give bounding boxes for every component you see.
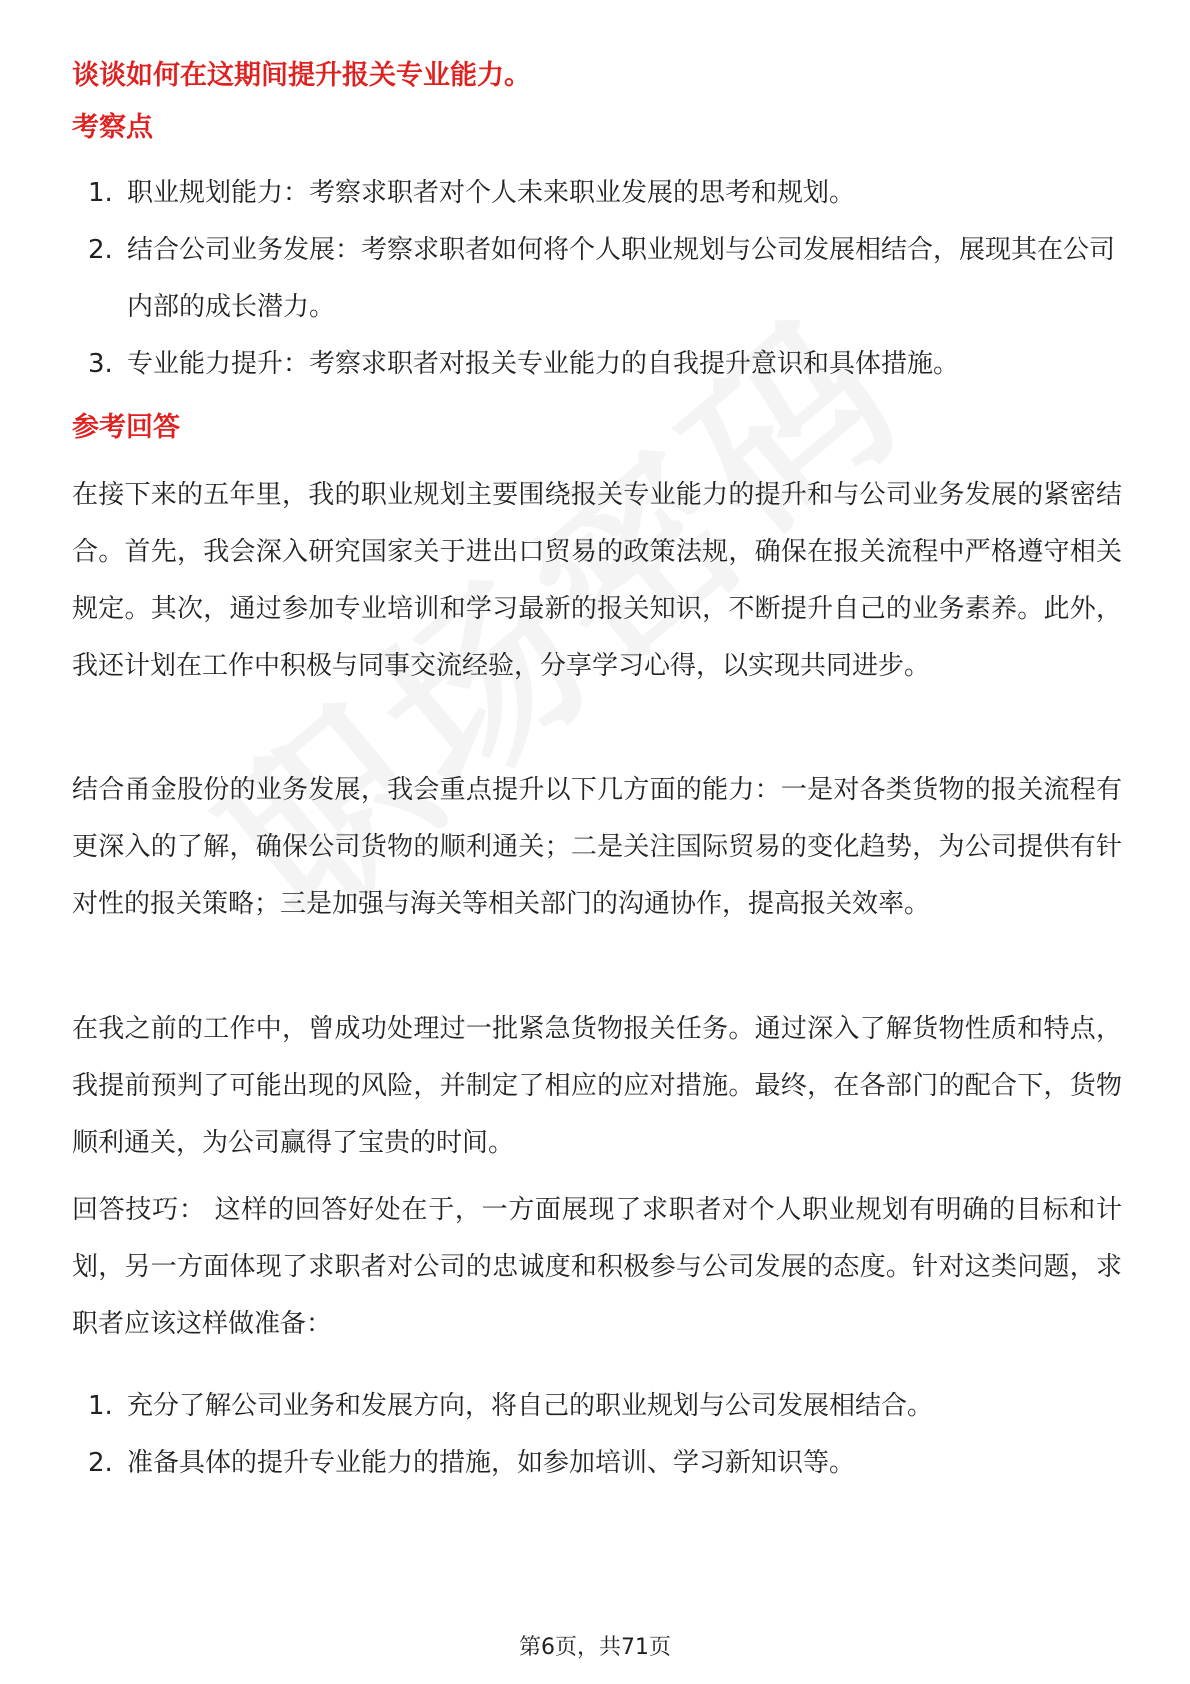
list-item-text: 职业规划能力：考察求职者对个人未来职业发展的思考和规划。 <box>127 178 856 208</box>
list-number: 1. <box>88 1391 113 1421</box>
answer-heading: 参考回答 <box>72 412 180 443</box>
list-item <box>72 165 1122 222</box>
answer-paragraph: 结合甬金股份的业务发展，我会重点提升以下几方面的能力：一是对各类货物的报关流程有更深入的了解，确保公司货物的顺利通关；二是关注国际贸易的变化趋势，为公司提供有针对性的报关策略；三是加强与海关等相关部门的沟通协作，提高报关效率。 <box>72 775 1122 919</box>
page-footer: 第6页，共71页 <box>519 1635 671 1660</box>
list-number: 3. <box>88 349 113 379</box>
list-number: 1. <box>88 178 113 208</box>
answer-paragraph: 在接下来的五年里，我的职业规划主要围绕报关专业能力的提升和与公司业务发展的紧密结合。首先，我会深入研究国家关于进出口贸易的政策法规，确保在报关流程中严格遵守相关规定。其次，通过参加专业培训和学习最新的报关知识，不断提升自己的业务素养。此外，我还计划在工作中积极与同事交流经验，分享学习心得，以实现共同进步。 <box>72 480 1122 681</box>
tips-list <box>72 1378 1122 1492</box>
list-item-text: 专业能力提升：考察求职者对报关专业能力的自我提升意识和具体措施。 <box>127 349 960 379</box>
list-item <box>72 222 1122 336</box>
answer-paragraph: 在我之前的工作中，曾成功处理过一批紧急货物报关任务。通过深入了解货物性质和特点，我提前预判了可能出现的风险，并制定了相应的应对措施。最终，在各部门的配合下，货物顺利通关，为公司赢得了宝贵的时间。 <box>72 1014 1122 1158</box>
list-number: 2. <box>88 1448 113 1478</box>
list-item <box>72 1435 1122 1492</box>
list-item-text: 充分了解公司业务和发展方向，将自己的职业规划与公司发展相结合。 <box>127 1391 934 1421</box>
points-heading: 考察点 <box>72 112 153 143</box>
list-item-text: 准备具体的提升专业能力的措施，如参加培训、学习新知识等。 <box>127 1448 856 1478</box>
list-item <box>72 336 1122 393</box>
answer-tips-paragraph: 回答技巧： 这样的回答好处在于，一方面展现了求职者对个人职业规划有明确的目标和计划，另一方面体现了求职者对公司的忠诚度和积极参与公司发展的态度。针对这类问题，求职者应该这样做准备： <box>72 1195 1122 1339</box>
list-item-text: 结合公司业务发展：考察求职者如何将个人职业规划与公司发展相结合，展现其在公司内部的成长潜力。 <box>127 235 1116 322</box>
question-title: 谈谈如何在这期间提升报关专业能力。 <box>72 60 531 91</box>
list-number: 2. <box>88 235 113 265</box>
list-item <box>72 1378 1122 1435</box>
points-list <box>72 165 1122 393</box>
